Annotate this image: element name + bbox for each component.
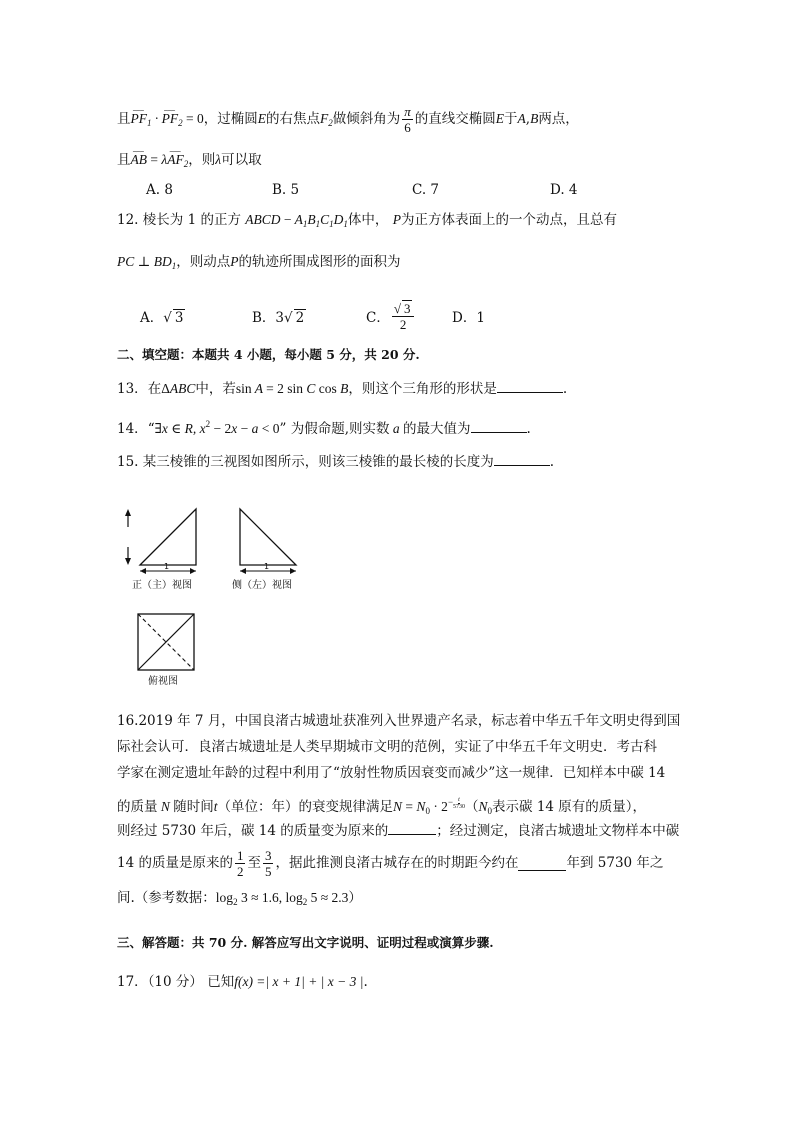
q12-text: 为正方体表面上的一个动点，且总有 — [400, 212, 617, 228]
q13-answer-blank[interactable] — [497, 378, 563, 393]
q14-text: ” 为假命题,则实数 — [279, 421, 390, 437]
q12-var-p2: P — [230, 254, 239, 269]
q15-number: 15. — [117, 454, 139, 470]
q16-text: 14 的质量是原来的 — [117, 855, 233, 871]
q14-text: “ — [147, 421, 155, 437]
q16-answer-blank-1[interactable] — [388, 820, 436, 835]
q16-frac-3-5: $\frac{3}{5}$ — [264, 847, 272, 879]
q16-text: ；经过测定，良渚古城遗址文物样本中碳 — [436, 823, 680, 839]
three-view-drawing — [118, 492, 318, 692]
q16-line5 — [117, 820, 679, 841]
q16-text: 年到 5730 年之 — [566, 855, 664, 871]
top-view-label: 俯视图 — [148, 676, 178, 687]
q16-text: 表示碳 14 原有的质量）， — [492, 799, 647, 815]
q12-number: 12. — [117, 212, 139, 228]
q11-option-a: A. 8 — [146, 182, 173, 198]
q16-answer-blank-2[interactable] — [518, 856, 566, 871]
q16-text: 随时间 — [173, 799, 214, 815]
three-view-figure — [118, 492, 318, 692]
q15 — [117, 451, 554, 472]
q14-text: 的最大值为 — [403, 421, 471, 437]
q12-options — [140, 300, 485, 332]
q11-options — [146, 182, 578, 198]
q12-text: ，则动点 — [176, 254, 231, 270]
side-view-triangle — [240, 509, 296, 565]
q17-formula: f(x) =| x + 1| + | x − 3 | — [234, 974, 364, 989]
q11-text: ，则 — [188, 152, 216, 168]
q16-text: 间.（参考数据： — [117, 890, 216, 906]
q12-cube-formula: ABCD − $A_1B_1C_1D_1$ — [245, 212, 348, 229]
q13 — [117, 378, 567, 399]
section2-heading: 二、填空题：本题共 4 小题，每小题 5 分，共 20 分. — [117, 347, 420, 362]
q11-text: 两点， — [538, 111, 579, 127]
q17-text: . — [363, 974, 368, 990]
q14-text: . — [526, 421, 531, 437]
q11-formula-pf: ⌢⌢⌢ $PF_1$ · ⌢⌢⌢ $PF_2 = 0$ — [131, 111, 204, 126]
q16-text: （ — [465, 799, 479, 815]
q16-frac-1-2: $\frac{1}{2}$ — [236, 847, 244, 879]
q16-line6 — [117, 848, 663, 878]
q16-text: ） — [348, 890, 362, 906]
q16-line7 — [117, 888, 362, 912]
q15-text: . — [549, 454, 555, 470]
q11-option-c: C. 7 — [412, 182, 440, 198]
q13-text: ，则这个三角形的形状是 — [348, 381, 497, 397]
top-view-diagonal-solid — [138, 614, 194, 670]
q16-text: 则经过 5730 年后，碳 14 的质量变为原来的 — [117, 823, 389, 839]
q13-triangle: ΔABC — [161, 381, 196, 396]
q16-var-t: t — [213, 799, 218, 814]
q11-option-d: D. 4 — [550, 182, 578, 198]
q16-var-n: N — [157, 799, 174, 814]
q13-number: 13． — [117, 381, 148, 397]
q12-option-a: A．√ 3 — [140, 310, 184, 326]
q13-text: . — [562, 381, 568, 397]
q11-text: ，过椭圆 — [203, 111, 258, 127]
q11-line1: 且⌢⌢⌢ $PF_1$ · ⌢⌢⌢ $PF_2 = 0$，过椭圆E的右焦点$F_2$做倾斜角为 $\frac{\pi}{6}$ 的直线交椭圆E于A,B两点， — [117, 104, 579, 135]
q16-text: ，据此推测良渚古城存在的时期距今约在 — [275, 855, 519, 871]
front-view-label: 正（主）视图 — [132, 580, 192, 591]
q14-number: 14． — [117, 421, 148, 437]
q14-answer-blank[interactable] — [471, 418, 527, 433]
q14 — [117, 414, 531, 439]
q17 — [117, 972, 368, 992]
q11-var-lambda: λ — [215, 152, 222, 167]
section3-heading: 三、解答题：共 70 分. 解答应写出文字说明、证明过程或演算步骤. — [117, 935, 494, 950]
q14-var-a: a — [389, 421, 404, 436]
q16-text: （单位：年）的衰变规律满足 — [217, 799, 394, 815]
q12-line2 — [117, 252, 400, 276]
q16-line1: 16.2019 年 7 月，中国良渚古城遗址获准列入世界遗产名录，标志着中华五千年文明史得到国 — [117, 713, 681, 729]
q16-line2: 际社会认可．良渚古城遗址是人类早期城市文明的范例，实证了中华五千年文明史．考古科 — [117, 739, 657, 755]
q11-text: 且 — [117, 111, 131, 127]
q11-text: 的右焦点 — [266, 111, 320, 127]
q13-text: 在 — [147, 381, 162, 397]
q11-text: 于 — [504, 111, 518, 127]
q12-line1 — [117, 210, 617, 234]
q11-formula-ab: ⌢⌢⌢ AB = λ⌢⌢⌢ $AF_2$ — [131, 152, 189, 167]
side-view-label: 侧（左）视图 — [232, 580, 292, 591]
q17-text: （10 分） 已知 — [147, 974, 235, 990]
q11-text: 的直线交椭圆 — [414, 111, 496, 127]
q11-frac-pi6: $\frac{\pi}{6}$ — [404, 104, 411, 135]
q11-var-f2: $F_2$ — [320, 111, 333, 128]
q11-var-e: E — [257, 111, 266, 126]
q11-var-ab: A — [517, 111, 526, 126]
q17-number: 17． — [117, 974, 148, 990]
q11-text: 可以取 — [221, 152, 262, 168]
q11-line2 — [117, 150, 262, 174]
q16-text: 至 — [247, 855, 261, 871]
dim-front-label: 1 — [164, 562, 170, 571]
q12-text: 体中， — [347, 212, 389, 228]
height-arrowhead-bottom — [125, 558, 131, 565]
q16-decay-formula: $N = N_0 \cdot 2^{- \frac{t}{5730}}$ — [393, 797, 466, 816]
q12-option-d: D．1 — [452, 310, 485, 326]
q11-text: 且 — [117, 152, 131, 168]
q11-option-b: B. 5 — [272, 182, 300, 198]
q11-var-e2: E — [495, 111, 505, 126]
q16-line4 — [117, 792, 646, 821]
q12-perp-formula: PC ⊥ $BD_1$ — [117, 254, 177, 271]
q16-text: 的质量 — [117, 799, 158, 815]
q13-text: 中，若 — [195, 381, 236, 397]
q12-text: 棱长为 1 的正方 — [142, 212, 241, 228]
q16-reference-data: $\log_2 3 \approx 1.6$, $\log_2 5 \approx 2.3$ — [215, 890, 349, 907]
height-arrowhead-top — [125, 509, 131, 516]
q14-formula: ∃x ∈ R, $x^2 - 2x - a < 0$ — [154, 419, 280, 436]
q16-line3: 学家在测定遗址年龄的过程中利用了“放射性物质因衰变而减少”这一规律．已知样本中碳 14 — [117, 765, 666, 781]
q15-text: 某三棱锥的三视图如图所示，则该三棱锥的最长棱的长度为 — [142, 454, 494, 470]
q12-var-p: P — [392, 212, 401, 227]
q16-var-n0: $N_0$ — [478, 799, 493, 816]
front-view-triangle — [140, 509, 196, 565]
q15-answer-blank[interactable] — [494, 451, 550, 466]
q12-option-c: C． $\frac{√ 3}{2}$ — [366, 300, 452, 332]
q13-formula: sin A = 2 sin C cos B — [235, 381, 349, 396]
q11-text: 做倾斜角为 — [332, 111, 401, 127]
q12-option-b: B．3√ 2 — [252, 310, 305, 326]
dim-side-label: 1 — [264, 562, 270, 571]
q12-text: 的轨迹所围成图形的面积为 — [238, 254, 401, 270]
